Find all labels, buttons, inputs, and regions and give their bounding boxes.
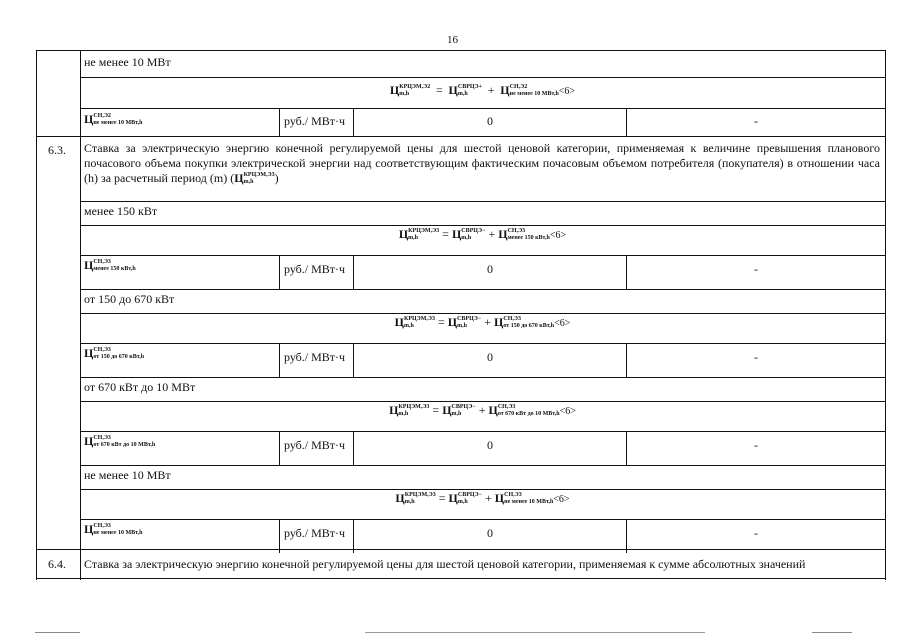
column-divider — [353, 108, 354, 136]
rate-symbol-letter: Ц — [84, 112, 94, 126]
formula-sup: СН,Э3 — [503, 316, 521, 323]
rate-sub: не менее 10 МВт,h — [93, 530, 143, 537]
formula-plus: + — [478, 403, 486, 417]
column-divider — [353, 431, 354, 465]
formula-note: <6> — [554, 318, 571, 329]
row-divider — [80, 255, 886, 256]
row-divider — [36, 549, 886, 550]
formula-sub: m,h — [404, 499, 415, 506]
formula-sub: m,h — [461, 235, 472, 242]
formula-sub: m,h — [243, 179, 254, 186]
unit-cell: руб./ МВт·ч — [284, 114, 346, 128]
rate-symbol-letter: Ц — [84, 522, 94, 536]
formula-sub: m,h — [398, 411, 409, 418]
formula-sub: m,h — [457, 323, 467, 330]
formula-sup: КРЦЭМ,Э3 — [404, 492, 436, 499]
scan-artifact — [812, 632, 852, 633]
range-label: от 150 до 670 кВт — [84, 292, 175, 306]
row-divider — [80, 313, 886, 314]
table-border-right — [885, 50, 886, 580]
formula-sup: КРЦЭМ,Э3 — [243, 172, 275, 179]
formula-symbol: Ц — [442, 403, 452, 417]
range-label: менее 150 кВт — [84, 204, 158, 218]
value-cell: 0 — [487, 262, 493, 276]
rate-symbol — [84, 434, 155, 449]
formula-sub: от 150 до 670 кВт,h — [503, 323, 555, 330]
formula-sup: СН,Э3 — [504, 492, 522, 499]
rate-symbol-letter: Ц — [84, 434, 94, 448]
section-text: Ставка за электрическую энергию конечной регулируемой цены для шестой ценовой категории, применяемая к величине превышения планового почасового объема покупки электрической энергии над соответствующим фактическим почасовым объемом потребителя (покупателя) в отношении часа (h) за расчетный период (m) ( — [84, 141, 880, 185]
row-divider — [80, 343, 886, 344]
column-divider — [279, 519, 280, 553]
column-divider — [279, 108, 280, 136]
formula-sub: m,h — [457, 91, 468, 98]
row-divider — [80, 489, 886, 490]
formula-plus: + — [484, 315, 492, 329]
unit-cell: руб./ МВт·ч — [284, 438, 346, 452]
row-divider — [36, 50, 886, 51]
unit-cell: руб./ МВт·ч — [284, 350, 346, 364]
rate-sup: СН,Э3 — [93, 347, 111, 354]
rate-symbol — [84, 346, 144, 361]
formula-sub: m,h — [451, 411, 462, 418]
formula-note: <6> — [549, 230, 567, 241]
formula-symbol: Ц — [447, 315, 458, 329]
formula-note: <6> — [558, 86, 576, 97]
formula-sup: КРЦЭМ,Э3 — [403, 316, 435, 323]
rate-sup: СН,Э3 — [93, 259, 111, 266]
row-divider — [80, 465, 886, 466]
formula-sup: КРЦЭМ,Э3 — [398, 404, 430, 411]
formula-plus: + — [488, 227, 496, 241]
formula-symbol: Ц — [398, 227, 409, 241]
formula-sub: менее 150 кВт,h — [507, 235, 550, 242]
formula-symbol: Ц — [395, 491, 405, 505]
formula-symbol: Ц — [494, 315, 504, 329]
formula — [80, 83, 885, 98]
formula-sub: m,h — [457, 499, 468, 506]
formula-symbol: Ц — [389, 403, 399, 417]
rate-sub: от 670 кВт до 10 МВт,h — [93, 442, 156, 449]
formula-symbol: Ц — [500, 83, 510, 97]
formula-sup: СН,Э3 — [507, 228, 526, 235]
formula-note: <6> — [553, 494, 570, 505]
row-divider — [80, 225, 886, 226]
column-divider — [353, 255, 354, 289]
row-divider — [80, 377, 886, 378]
rate-sup: СН,Э3 — [93, 435, 111, 442]
range-label: от 670 кВт до 10 МВт — [84, 380, 196, 394]
formula-symbol: Ц — [488, 403, 498, 417]
rate-sup: СН,Э3 — [93, 523, 111, 530]
column-divider — [279, 431, 280, 465]
dash-cell: - — [754, 438, 758, 452]
value-cell: 0 — [487, 350, 493, 364]
value-cell: 0 — [487, 526, 493, 540]
rate-sub: не менее 10 МВт,h — [93, 120, 143, 127]
range-label: не менее 10 МВт — [84, 468, 171, 482]
formula-symbol: Ц — [389, 83, 400, 97]
formula-equals: = — [442, 227, 449, 241]
row-divider — [80, 289, 886, 290]
column-divider — [279, 255, 280, 289]
unit-cell: руб./ МВт·ч — [284, 262, 346, 276]
formula-symbol: Ц — [394, 315, 404, 329]
formula-sub: m,h — [403, 323, 414, 330]
row-divider — [80, 519, 886, 520]
rate-symbol-letter: Ц — [84, 258, 94, 272]
rate-symbol — [84, 258, 136, 273]
formula-symbol: Ц — [448, 83, 458, 97]
column-divider — [353, 519, 354, 553]
section-text-end: ) — [274, 171, 279, 185]
formula-plus: + — [485, 491, 492, 505]
section-number: 6.3. — [48, 143, 66, 157]
formula-symbol: Ц — [451, 227, 462, 241]
formula-sup: КРЦЭМ,Э3 — [408, 228, 440, 235]
formula-sub: не менее 10 МВт,h — [504, 499, 554, 506]
column-divider — [279, 343, 280, 377]
unit-cell: руб./ МВт·ч — [284, 526, 346, 540]
formula-equals: = — [435, 83, 443, 97]
rate-sub: от 150 до 670 кВт,h — [93, 354, 145, 361]
formula-sup: СВРЦЭ− — [461, 228, 486, 235]
formula-equals: = — [438, 491, 446, 505]
dash-cell: - — [754, 114, 758, 128]
section-description — [84, 141, 880, 186]
formula-sub: не менее 10 МВт,h — [509, 91, 559, 98]
rate-sub: менее 150 кВт,h — [93, 266, 136, 273]
section-description: Ставка за электрическую энергию конечной регулируемой цены для шестой ценовой категории, применяемая к сумме абсолютных значений — [84, 557, 806, 571]
formula-symbol: Ц — [498, 227, 508, 241]
scan-artifact — [35, 632, 80, 633]
formula — [80, 227, 885, 242]
formula-sup: СВРЦЭ− — [451, 404, 476, 411]
formula — [80, 315, 885, 330]
formula-sup: СВРЦЭ+ — [457, 84, 483, 91]
formula-sub: m,h — [399, 91, 410, 98]
column-divider — [353, 343, 354, 377]
scan-artifact — [365, 632, 705, 633]
range-label: не менее 10 МВт — [84, 55, 171, 69]
dash-cell: - — [754, 350, 758, 364]
value-cell: 0 — [487, 114, 493, 128]
formula-symbol: Ц — [234, 171, 244, 185]
rate-sup: СН,Э2 — [93, 113, 111, 120]
formula-sup: СВРЦЭ− — [457, 316, 482, 323]
formula-symbol: Ц — [448, 491, 458, 505]
row-divider — [36, 578, 886, 579]
page-number: 16 — [447, 34, 458, 46]
formula-sub: m,h — [408, 235, 419, 242]
formula-equals: = — [437, 315, 445, 329]
table-border-left — [36, 50, 37, 580]
rate-symbol — [84, 112, 143, 127]
formula-symbol: Ц — [494, 491, 505, 505]
row-divider — [36, 136, 886, 137]
row-divider — [80, 108, 886, 109]
formula-sup: СН,Э2 — [509, 84, 528, 91]
value-cell: 0 — [487, 438, 493, 452]
formula-plus: + — [487, 83, 495, 97]
row-divider — [80, 201, 886, 202]
formula — [80, 403, 885, 418]
formula-equals: = — [432, 403, 440, 417]
formula-sup: СВРЦЭ− — [457, 492, 483, 499]
row-divider — [80, 401, 886, 402]
rate-symbol — [84, 522, 143, 537]
dash-cell: - — [754, 526, 758, 540]
formula-sub: от 670 кВт до 10 МВт,h — [497, 411, 560, 418]
formula-sup: КРЦЭМ,Э2 — [399, 84, 431, 91]
row-divider — [80, 77, 886, 78]
row-divider — [80, 431, 886, 432]
rate-symbol-letter: Ц — [84, 346, 94, 360]
dash-cell: - — [754, 262, 758, 276]
formula-sup: СН,Э3 — [497, 404, 516, 411]
formula-note: <6> — [559, 406, 576, 417]
formula — [80, 491, 885, 506]
section-number: 6.4. — [48, 557, 66, 571]
